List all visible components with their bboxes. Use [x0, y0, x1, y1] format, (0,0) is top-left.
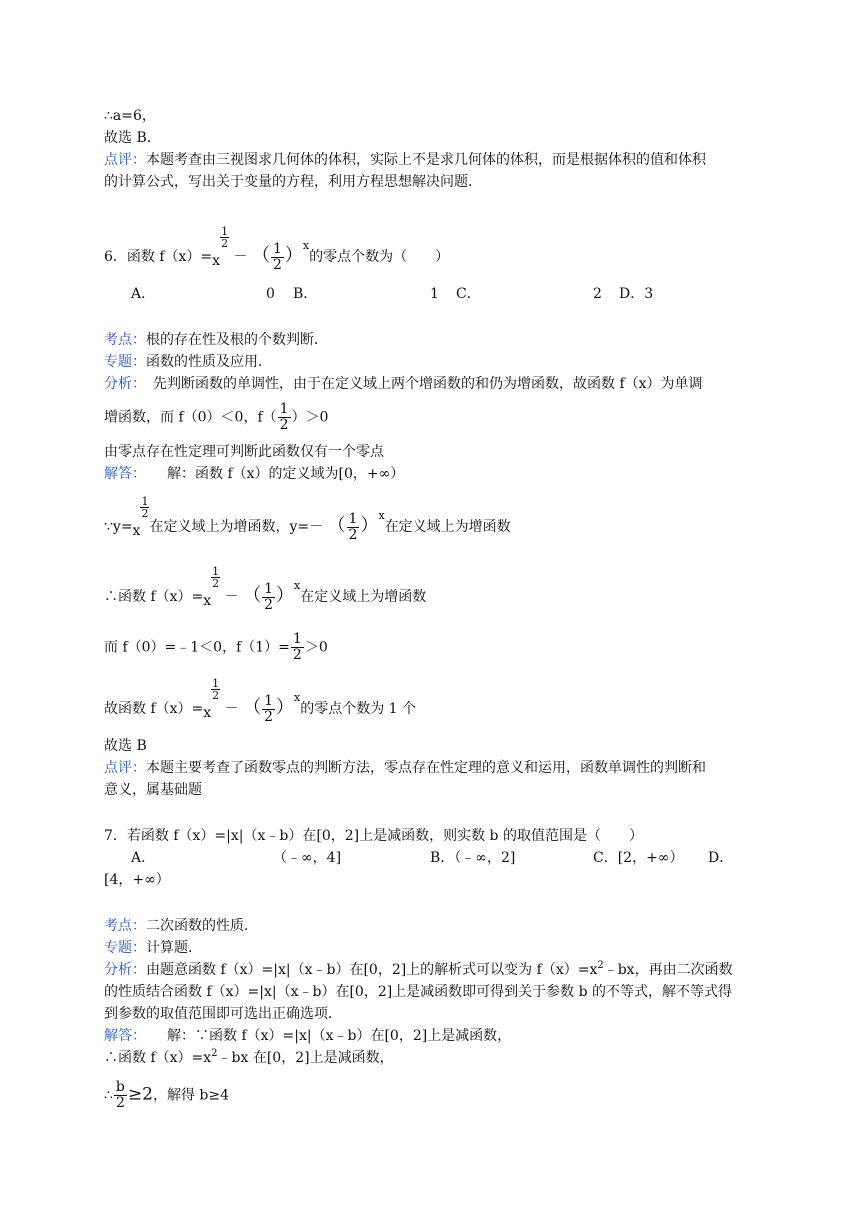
q7-option-b: B．（﹣∞，2] [430, 850, 516, 866]
q7-option-a-value: （﹣∞，4] [273, 850, 342, 866]
q6-step-6: 故选 B [104, 738, 147, 754]
q6-step-4: 而 f（0）=﹣1＜0，f（1）= $\frac{1}{2}$ ＞0 [104, 631, 328, 663]
q7-kaodian-text: 二次函数的性质． [146, 918, 258, 934]
q7-zhuanti-text: 计算题． [146, 940, 202, 956]
q6-jieda-1 [104, 464, 404, 484]
q6-fenxi-text-1: 先判断函数的单调性，由于在定义域上两个增函数的和仍为增函数，故函数 f（x）为单调 [153, 376, 703, 392]
q7-kaodian-label: 考点： [104, 918, 146, 934]
q7-fenxi-label: 分析： [104, 962, 146, 978]
q7-step-2: ∴函数 $f(x)=x^2﹣bx$ 在[0，2]上是减函数， [104, 1048, 394, 1066]
q6-option-c-label: C． [456, 286, 481, 302]
q7-fenxi-2: 的性质结合函数 f（x）=|x|（x﹣b）在[0，2]上是减函数即可得到关于参数 b 的不等式，解不等式得 [104, 984, 733, 1000]
q6-fenxi-text-2a: 增函数，而 f（0）＜0，f（ [104, 409, 277, 426]
comment-line-2: 的计算公式，写出关于变量的方程，利用方程思想解决问题． [104, 174, 482, 190]
q6-step5-fraction: $\frac{1}{2}$ [264, 692, 273, 725]
q6-stem: 6．函数 f（x）=x $\frac{1}{2}$ － （ $\frac{1}{2}$ ）$^x$的零点个数为（ ） [104, 225, 450, 273]
q6-exp-x: x [302, 239, 310, 252]
q6-step-5: 故函数 f（x）=x $\frac{1}{2}$ － （ $\frac{1}{2}$ ）$^x$的零点个数为 1 个 [104, 677, 417, 725]
q6-step5-exp: $\frac{1}{2}$ [212, 677, 220, 702]
q6-kaodian [104, 330, 328, 350]
q7-jieda-1 [104, 1026, 511, 1046]
q6-fenxi-text-2b: ）＞0 [291, 409, 329, 426]
q7-option-a-label: A． [131, 850, 156, 866]
q7-stem: 7．若函数 f（x）=|x|（x﹣b）在[0，2]上是减函数，则实数 b 的取值范围是（ ） [104, 828, 643, 844]
q6-option-a-value: 0 [266, 286, 275, 302]
q6-fenxi-fraction: $\frac{1}{2}$ [279, 401, 289, 433]
q7-option-d-label: D． [708, 850, 734, 866]
q7-option-c: C．[2，+∞） [593, 850, 684, 866]
q6-minus: － [233, 249, 248, 265]
q6-fenxi-3: 由零点存在性定理可判断此函数仅有一个零点 [104, 444, 384, 460]
answer-line: 故选 B． [104, 130, 161, 146]
q6-step2-exp: $\frac{1}{2}$ [141, 495, 149, 520]
q7-step-3: ∴ $\frac{b}{2}$ ≥2，解得 b≥4 [104, 1079, 230, 1111]
q6-pingping-label: 点评： [104, 760, 146, 776]
q6-step3-fraction: $\frac{1}{2}$ [264, 580, 273, 613]
q6-pingping-1 [104, 758, 706, 778]
q7-jieda-label: 解答： [104, 1028, 139, 1044]
q6-stem-post: 的零点个数为（ ） [309, 249, 450, 265]
q6-fenxi-label: 分析： [104, 376, 139, 392]
q6-pingping-2: 意义，属基础题 [104, 782, 202, 798]
q6-fenxi-1 [104, 374, 703, 394]
q6-zhuanti-text: 函数的性质及应用． [146, 354, 272, 370]
q6-option-d: D．3 [619, 286, 654, 302]
q7-fenxi-3: 到参数的取值范围即可选出正确选项． [104, 1006, 342, 1022]
q7-zhuanti [104, 938, 202, 958]
q6-option-b-label: B． [293, 286, 318, 302]
q6-step2-fraction: $\frac{1}{2}$ [348, 510, 358, 543]
q6-jieda-label: 解答： [104, 466, 139, 482]
q6-zhuanti-label: 专题： [104, 354, 146, 370]
comment-label: 点评： [104, 152, 146, 168]
q6-kaodian-text: 根的存在性及根的个数判断． [146, 332, 328, 348]
q7-fenxi-1: 分析：由题意函数 f（x）=|x|（x﹣b）在[0，2]上的解析式可以变为 $f(x)=x^2﹣bx$，再由二次函数 [104, 960, 733, 978]
q6-step-3: ∴函数 f（x）=x $\frac{1}{2}$ － （ $\frac{1}{2}$ ）$^x$在定义域上为增函数 [104, 565, 427, 613]
q6-pingping-text-1: 本题主要考查了函数零点的判断方法，零点存在性定理的意义和运用，函数单调性的判断和 [146, 760, 706, 776]
q7-zhuanti-label: 专题： [104, 940, 146, 956]
q6-fenxi-2 [104, 402, 328, 433]
q6-stem-pre: 6．函数 f（x）= [104, 249, 213, 265]
q6-step3-exp: $\frac{1}{2}$ [212, 565, 220, 590]
q6-step-2: ∵y=x $\frac{1}{2}$ 在定义域上为增函数，y=－ （ $\frac{1}{2}$ ）$^x$在定义域上为增函数 [104, 495, 511, 543]
q7-jieda-text-1: 解：∵函数 f（x）=|x|（x﹣b）在[0，2]上是减函数， [167, 1028, 512, 1044]
q6-option-a-label: A． [131, 286, 156, 302]
q6-zhuanti [104, 352, 272, 372]
conclusion-line: ∴a=6， [104, 108, 156, 124]
q6-jieda-text-1: 解：函数 f（x）的定义域为[0，+∞） [167, 466, 405, 482]
q7-kaodian [104, 916, 258, 936]
comment-text-1: 本题考查由三视图求几何体的体积，实际上不是求几何体的体积，而是根据体积的值和体积 [146, 152, 706, 168]
q6-base-x: x [212, 253, 221, 269]
q6-option-c-value: 2 [593, 286, 602, 302]
q6-option-b-value: 1 [430, 286, 439, 302]
q7-option-d-value: [4，+∞） [104, 872, 170, 888]
q6-kaodian-label: 考点： [104, 332, 146, 348]
q6-step4-fraction: $\frac{1}{2}$ [292, 631, 302, 663]
q6-exp-half: $\frac{1}{2}$ [221, 225, 229, 250]
q6-half-fraction: $\frac{1}{2}$ [272, 240, 282, 273]
comment-line-1 [104, 150, 706, 170]
q7-b-over-2: $\frac{b}{2}$ [115, 1079, 125, 1111]
